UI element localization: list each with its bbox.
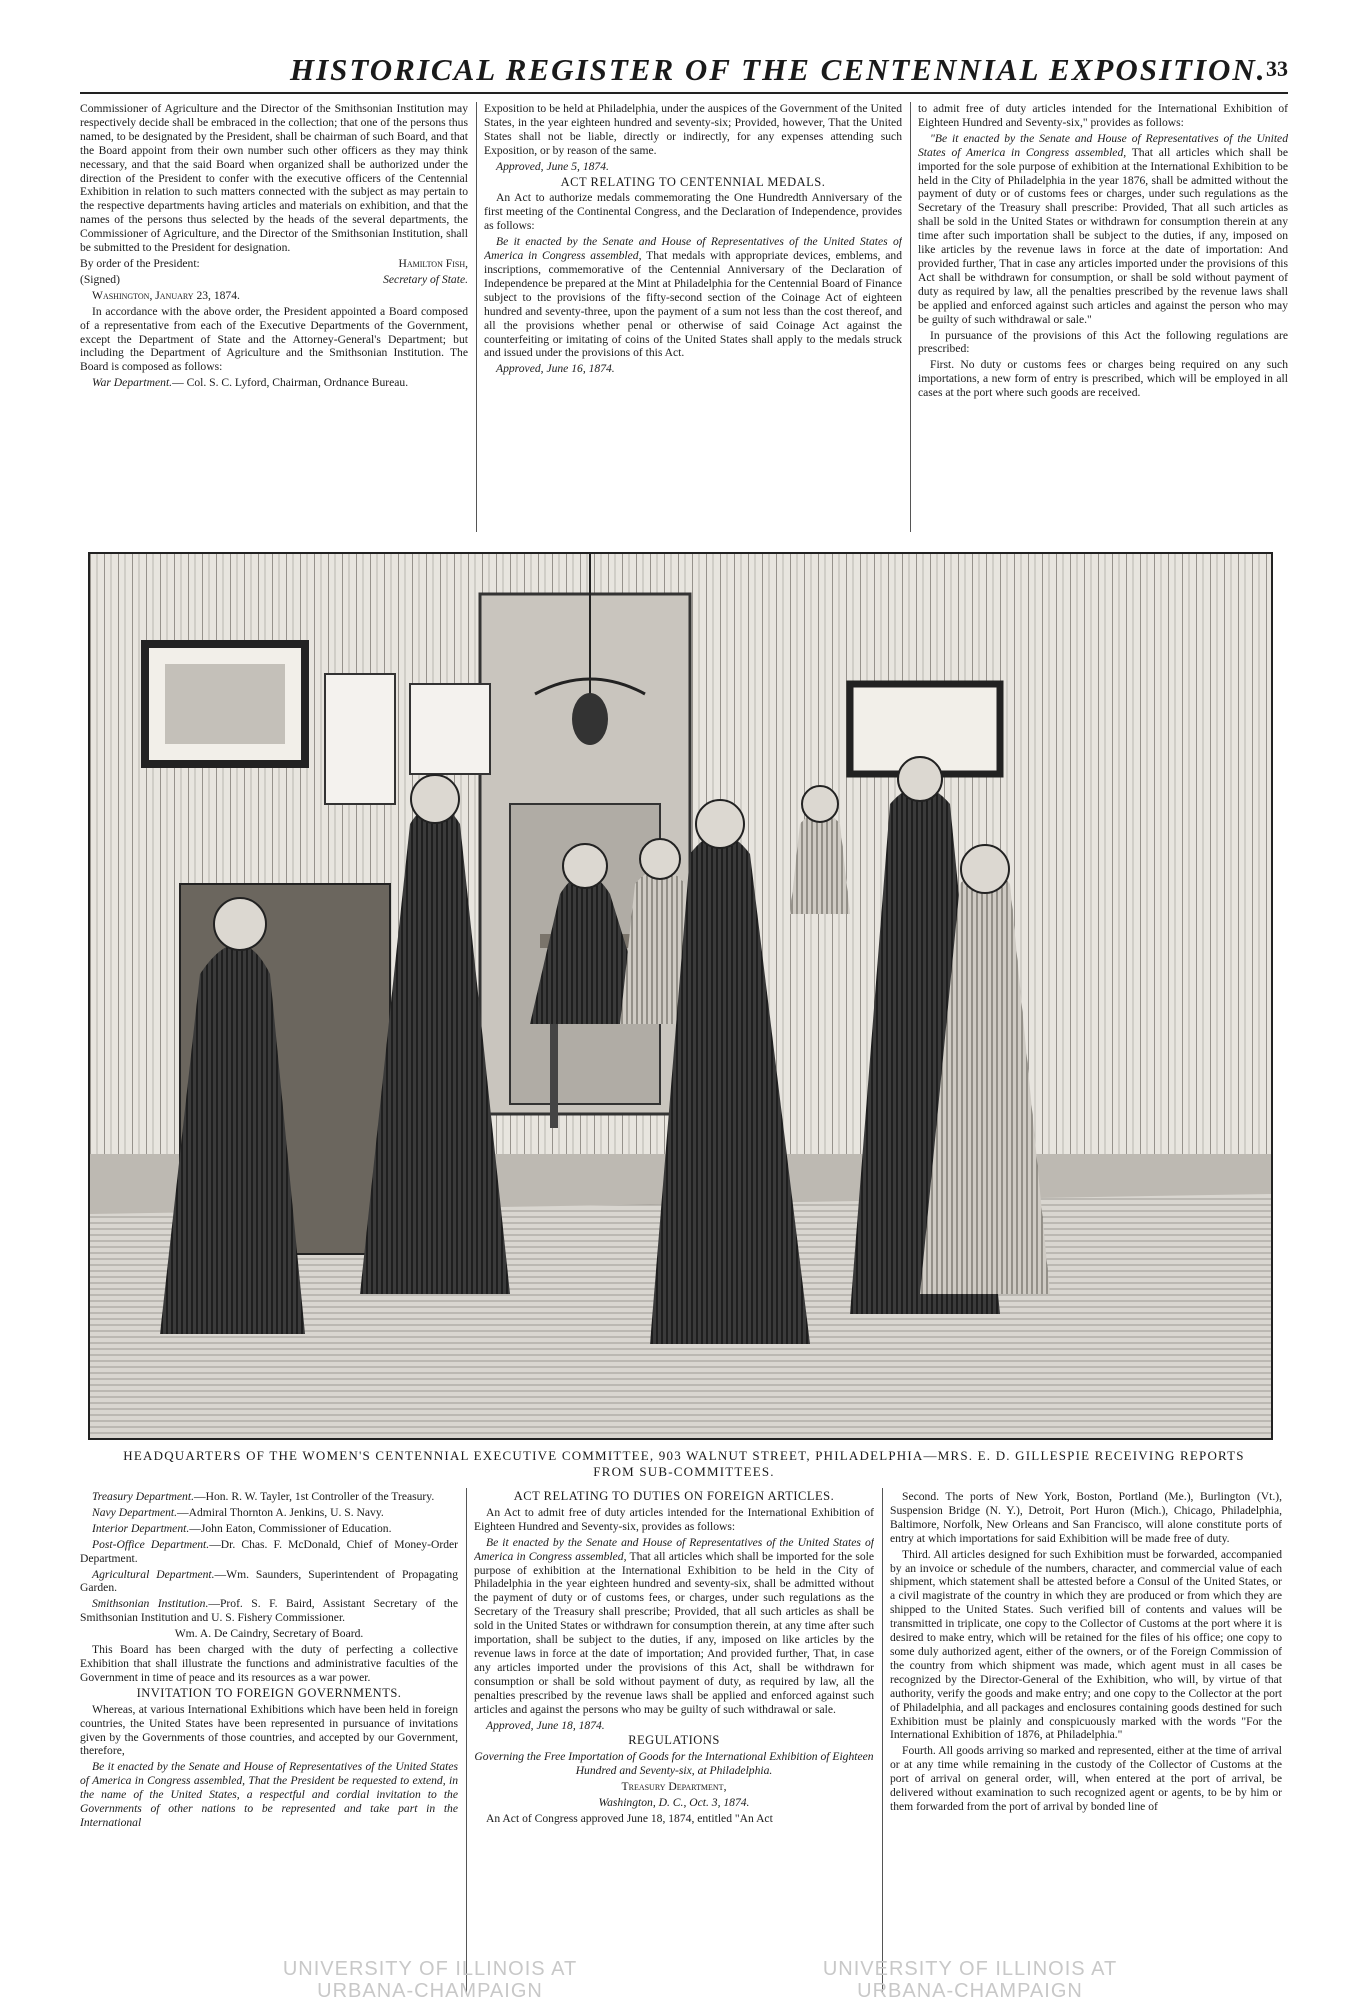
paragraph: Fourth. All goods arriving so marked and represented, either at the time of arrival or at any time while remaining in the custody of the Collector of Customs at the port of arrival on general order, will, when entered at the port of arrival, be delivered without examination to such recognized agent or agents, to be by him or them forwarded from the port of arrival by bonded line of xyxy=(890,1744,1282,1813)
board-member: Agricultural Department.—Wm. Saunders, Superintendent of Propagating Garden. xyxy=(80,1567,458,1595)
paragraph: Be it enacted by the Senate and House of Representatives of the United States of America in Congress assembled, That all articles which shall be imported for the sole purpose of exhibition at the International Exhibition to be held in the City of Philadelphia in the year eighteen hundred and seventy-six, shall be admitted without the payment of duty or of customs fees, or charges, under such regulations as the Secretary of the Treasury shall prescribe; Provided, that all such articles as shall be sold in the United States or withdrawn for consumption therein, at any time after such importation, shall be subject to the duties, if any, imposed on like articles by the revenue laws in force at the date of importation; And provided further, That, in case any articles imported under the provisions of this Act, shall be withdrawn for consumption or shall be sold without payment of duty, as required by law, all the penalties prescribed by the revenue laws shall be applied and enforced against such articles and against the persons who may be guilty of such withdrawal or sale. xyxy=(474,1535,874,1716)
board-secretary: Wm. A. De Caindry, Secretary of Board. xyxy=(174,1627,364,1641)
section-heading: ACT RELATING TO DUTIES ON FOREIGN ARTICLES. xyxy=(513,1490,835,1503)
paragraph: "Be it enacted by the Senate and House of Representatives of the United States of America in Congress assembled, That all articles which shall be imported for the sole purpose of exhibition at the International Exhibition to be held in the City of Philadelphia in the year 1876, shall be admitted without the payment of duty or of customs fees or charges, under such regulations as the Secretary of the Treasury shall prescribe: Provided, That all such articles as shall be sold in the United States or withdrawn for consumption therein at any time after such importation shall be subject to the duties, if any, imposed on like articles by the revenue laws in force at the date of importation: And provided further, That in case any articles imported under the provisions of this Act shall be withdrawn for consumption, or shall be sold without payment of duty as required by law, all the penalties prescribed by the revenue laws shall be applied and enforced against such articles and against the person who may be guilty of such withdrawal or sale." xyxy=(918,131,1288,326)
paragraph: In accordance with the above order, the President appointed a Board composed of a representative from each of the Executive Departments of the Government, except the Department of State and the Attorney-General's Department; but including the Department of Agriculture and the Smithsonian Institution. The Board is composed as follows: xyxy=(80,304,468,374)
section-heading: ACT RELATING TO CENTENNIAL MEDALS. xyxy=(560,174,826,189)
board-member: Post-Office Department.—Dr. Chas. F. McDonald, Chief of Money-Order Department. xyxy=(80,1537,458,1565)
paragraph: Exposition to be held at Philadelphia, under the auspices of the Government of the United States, in the year eighteen hundred and seventy-six; Provided, however, That the United States shall not be liable, directly or indirectly, for any expenses attending such Exposition, or by reason of the same. xyxy=(484,102,902,157)
dateline: Washington, D. C., Oct. 3, 1874. xyxy=(598,1796,750,1810)
paragraph: Be it enacted by the Senate and House of Representatives of the United States of America in Congress assembled, That the President be requested to extend, in the name of the United States, a respectful and cordial invitation to the Governments of other nations to be represented and take part in the International xyxy=(80,1760,458,1829)
bottom-column-3 xyxy=(890,1490,1282,1990)
engraving-illustration xyxy=(88,552,1273,1440)
paragraph: to admit free of duty articles intended for the International Exhibition of Eighteen Hundred and Seventy-six," provides as follows: xyxy=(918,102,1288,129)
signature-line: (Signed) Secretary of State. xyxy=(80,272,468,286)
column-divider xyxy=(910,102,911,532)
paragraph: This Board has been charged with the duty of perfecting a collective Exhibition that shall illustrate the functions and administrative faculties of the Government in time of peace and its resources as a war power. xyxy=(80,1643,458,1684)
paragraph: In pursuance of the provisions of this Act the following regulations are prescribed: xyxy=(918,328,1288,356)
paragraph: Whereas, at various International Exhibitions which have been held in foreign countries, the United States have been represented in pursuance of invitations given by the Governments of those countries, and accepted by our Government, therefore, xyxy=(80,1702,458,1758)
top-column-3 xyxy=(918,102,1288,534)
illustration-caption: HEADQUARTERS OF THE WOMEN'S CENTENNIAL EXECUTIVE COMMITTEE, 903 WALNUT STREET, PHILADELPHIA—MRS. E. D. GILLESPIE RECEIVING REPORTS FROM SUB-COMMITTEES. xyxy=(123,1448,1245,1479)
board-member: Treasury Department.—Hon. R. W. Tayler, 1st Controller of the Treasury. xyxy=(92,1490,435,1503)
paragraph: Be it enacted by the Senate and House of Representatives of the United States of America in Congress assembled, That medals with appropriate devices, emblems, and inscriptions, commemorative of the Centennial Anniversary of the Declaration of Independence be prepared at the Mint at Philadelphia for the Centennial Board of Finance subject to the provisions of the fifty-second section of the Coinage Act of eighteen hundred and seventy-three, upon the payment of a sum not less than the cost thereof, and all the provisions whether penal or otherwise of said Coinage Act against the counterfeiting or imitating of coins of the United States shall apply to the medals struck and issued under the provisions of this Act. xyxy=(484,235,902,360)
top-column-1 xyxy=(80,102,468,534)
publication-title: HISTORICAL REGISTER OF THE CENTENNIAL EXPOSITION. xyxy=(290,52,1267,87)
section-heading: INVITATION TO FOREIGN GOVERNMENTS. xyxy=(136,1685,402,1700)
engraving-picture xyxy=(90,554,1271,1438)
paragraph: War Department.— Col. S. C. Lyford, Chairman, Ordnance Bureau. xyxy=(92,376,409,390)
approval-date: Approved, June 16, 1874. xyxy=(496,362,615,376)
column-divider xyxy=(466,1488,467,1993)
bottom-column-1 xyxy=(80,1490,458,1990)
paragraph: An Act to authorize medals commemorating the One Hundredth Anniversary of the first meeting of the Continental Congress, and the Declaration of Independence, provides as follows: xyxy=(484,191,902,233)
header-rule xyxy=(80,92,1288,94)
library-watermark: UNIVERSITY OF ILLINOIS AT URBANA-CHAMPAIGN xyxy=(822,1958,1118,2002)
bottom-column-2 xyxy=(474,1490,874,1990)
board-member: Smithsonian Institution.—Prof. S. F. Baird, Assistant Secretary of the Smithsonian Institution and U. S. Fishery Commissioner. xyxy=(80,1597,458,1625)
department-name: Treasury Department, xyxy=(621,1780,727,1794)
page-header xyxy=(80,50,1288,90)
paragraph: Third. All articles designed for such Exhibition must be forwarded, accompanied by an invoice or schedule of the numbers, character, and commercial value of each shipment, which statement shall be attested before a Consul of the United States, or a civil magistrate of the country in which they are produced or from which they are shipped to the United States. Such verified bill of contents and values will be transmitted in triplicate, one copy to the Collector of Customs at the port where it is desired to make entry, which will be retained for the files of his office; one copy to some duly authorized agent, either of the owners, or of the Foreign Commission of the country from which shipment was made, which agent must in all cases be recognized by the Director-General of the Exhibition, who will, by virtue of that authority, verify the goods and make entry; and one copy to the Collector at the port of Philadelphia, and all packages and enclosures containing goods destined for such Exhibition must be plainly and conspicuously marked with the words "For the International Exhibition of 1876, at Philadelphia." xyxy=(890,1547,1282,1742)
paragraph: First. No duty or customs fees or charges being required on any such importations, a new form of entry is prescribed, which will be employed in all cases at the port where such goods are received. xyxy=(918,358,1288,400)
paragraph: An Act to admit free of duty articles intended for the International Exhibition of Eighteen Hundred and Seventy-six, provides as follows: xyxy=(474,1505,874,1533)
library-watermark: UNIVERSITY OF ILLINOIS AT URBANA-CHAMPAIGN xyxy=(282,1958,578,2002)
dateline: Washington, January 23, 1874. xyxy=(92,288,240,302)
signature-line: By order of the President: Hamilton Fish, xyxy=(80,256,468,270)
approval-date: Approved, June 18, 1874. xyxy=(486,1718,605,1732)
paragraph: An Act of Congress approved June 18, 1874, entitled "An Act xyxy=(486,1811,773,1825)
board-member: Navy Department.—Admiral Thornton A. Jenkins, U. S. Navy. xyxy=(92,1505,384,1519)
paragraph: Second. The ports of New York, Boston, Portland (Me.), Burlington (Vt.), Suspension Bridge (N. Y.), Detroit, Port Huron (Mich.), Chicago, Philadelphia, Baltimore, Norfolk, New Orleans and San Francisco, will alone constitute ports of entry at which importations for said Exhibition will be made free of duty. xyxy=(890,1490,1282,1545)
page-number: 33 xyxy=(1266,56,1288,81)
board-member: Interior Department.—John Eaton, Commissioner of Education. xyxy=(92,1521,392,1535)
section-heading: REGULATIONS xyxy=(628,1733,720,1748)
paragraph: Commissioner of Agriculture and the Director of the Smithsonian Institution may respectively decide shall be embraced in the collection; that one of the persons thus named, to be designated by the President, shall be chairman of such Board, and that the Board appoint from their own number such other officers as they may think necessary, and that the said Board when organized shall be authorized under the direction of the President to confer with the executive officers of the Centennial Exhibition in relation to such matters connected with the subject as may pertain to the respective departments having articles and materials on exhibition, and that the names of the persons thus selected by the heads of the several departments, the Commissioner of Agriculture, and the Director of the Smithsonian Institution, shall be submitted to the President for designation. xyxy=(80,102,468,255)
top-column-2 xyxy=(484,102,902,534)
column-divider xyxy=(882,1488,883,1993)
section-subheading: Governing the Free Importation of Goods for the International Exhibition of Eighteen Hundred and Seventy-six, at Philadelphia. xyxy=(474,1750,874,1778)
approval-date: Approved, June 5, 1874. xyxy=(496,159,609,173)
column-divider xyxy=(476,102,477,532)
